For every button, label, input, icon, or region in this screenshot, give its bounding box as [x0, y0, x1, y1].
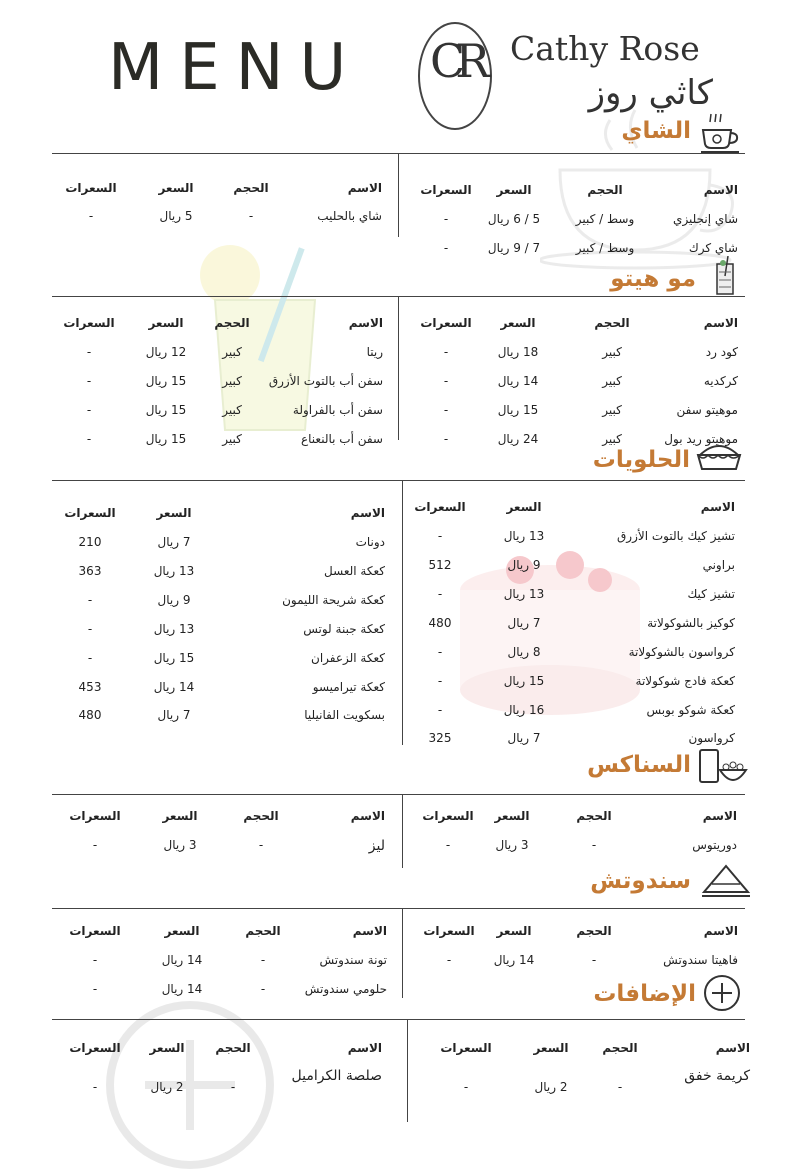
- menu-item-calories: -: [437, 587, 443, 601]
- menu-item-name: كرواسون: [688, 731, 735, 745]
- column-header-price: السعر: [148, 316, 184, 330]
- menu-item-price: 7 / 9 ريال: [487, 241, 541, 255]
- menu-item-price: 5 / 6 ريال: [487, 212, 541, 226]
- menu-item-calories: -: [92, 953, 98, 967]
- column-divider-sandwich: [402, 908, 403, 998]
- column-header-name: الاسم: [700, 500, 735, 514]
- menu-item-calories: -: [92, 838, 98, 852]
- column-header-calories: السعرات: [69, 1041, 121, 1055]
- menu-item-size: -: [260, 953, 266, 967]
- section-title-sandwich: سندوتش: [590, 868, 691, 894]
- menu-item-size: -: [617, 1080, 623, 1094]
- menu-item-calories: -: [86, 403, 92, 417]
- section-title-tea: الشاي: [621, 118, 691, 144]
- section-title-snacks: السناكس: [587, 752, 691, 778]
- column-header-price: السعر: [494, 809, 530, 823]
- menu-item-price: 14 ريال: [161, 953, 203, 967]
- menu-item-name: كعكة العسل: [324, 564, 385, 578]
- column-header-price: السعر: [533, 1041, 569, 1055]
- menu-item-name: بسكويت الفانيليا: [304, 708, 385, 722]
- column-header-name: الاسم: [352, 924, 387, 938]
- menu-item-calories: 480: [78, 708, 102, 722]
- menu-item-calories: 453: [78, 680, 102, 694]
- teacup-icon: [699, 110, 741, 154]
- section-rule-addons: [52, 1019, 745, 1020]
- column-header-calories: السعرات: [440, 1041, 492, 1055]
- menu-item-price: 13 ريال: [503, 529, 545, 543]
- column-header-price: السعر: [500, 316, 536, 330]
- menu-item-name: كركديه: [703, 374, 738, 388]
- menu-item-size: كبير: [222, 345, 242, 359]
- menu-item-name: تونة سندوتش: [319, 953, 387, 967]
- menu-item-price: 16 ريال: [503, 703, 545, 717]
- menu-item-calories: -: [87, 622, 93, 636]
- menu-item-calories: -: [463, 1080, 469, 1094]
- column-header-name: الاسم: [347, 181, 382, 195]
- menu-item-size: -: [591, 953, 597, 967]
- section-title-mojito: مو هيتو: [610, 266, 696, 292]
- column-header-calories: السعرات: [69, 924, 121, 938]
- menu-item-price: 2 ريال: [150, 1080, 184, 1094]
- column-header-name: الاسم: [350, 809, 385, 823]
- menu-item-size: -: [260, 982, 266, 996]
- column-divider-mojito: [398, 296, 399, 440]
- menu-item-size: كبير: [222, 432, 242, 446]
- menu-item-price: 14 ريال: [493, 953, 535, 967]
- menu-item-calories: -: [87, 651, 93, 665]
- menu-item-size: كبير: [602, 374, 622, 388]
- column-header-calories: السعرات: [420, 183, 472, 197]
- menu-item-price: 7 ريال: [157, 535, 191, 549]
- column-header-size: الحجم: [576, 809, 612, 823]
- brand-name-arabic: كاثي روز: [588, 73, 713, 113]
- menu-item-calories: -: [443, 345, 449, 359]
- logo-monogram: CR: [430, 34, 480, 88]
- menu-item-size: وسط / كبير: [575, 241, 635, 255]
- menu-item-calories: -: [437, 703, 443, 717]
- column-header-name: الاسم: [703, 316, 738, 330]
- menu-item-price: 15 ريال: [497, 403, 539, 417]
- menu-item-price: 3 ريال: [163, 838, 197, 852]
- menu-item-name: كود رد: [705, 345, 738, 359]
- menu-item-price: 13 ريال: [153, 622, 195, 636]
- column-header-calories: السعرات: [420, 316, 472, 330]
- menu-item-name: موهيتو ريد بول: [664, 432, 738, 446]
- column-header-name: الاسم: [347, 1041, 382, 1055]
- column-header-name: الاسم: [703, 924, 738, 938]
- menu-item-name: كريمة خفق: [684, 1068, 750, 1084]
- menu-item-name: سفن أب بالنعناع: [300, 432, 383, 446]
- menu-item-calories: -: [443, 403, 449, 417]
- menu-item-name: صلصة الكراميل: [291, 1068, 382, 1084]
- menu-item-calories: -: [87, 593, 93, 607]
- section-title-desserts: الحلويات: [592, 447, 690, 473]
- menu-item-price: 15 ريال: [145, 374, 187, 388]
- menu-item-size: كبير: [602, 345, 622, 359]
- menu-item-size: -: [230, 1080, 236, 1094]
- column-header-calories: السعرات: [65, 181, 117, 195]
- menu-item-size: كبير: [222, 374, 242, 388]
- menu-item-size: وسط / كبير: [575, 212, 635, 226]
- column-divider-addons: [407, 1019, 408, 1122]
- menu-item-calories: -: [443, 241, 449, 255]
- column-header-name: الاسم: [703, 183, 738, 197]
- menu-item-name: سفن أب بالفراولة: [292, 403, 383, 417]
- column-header-size: الحجم: [243, 809, 279, 823]
- menu-item-calories: -: [86, 374, 92, 388]
- menu-item-calories: -: [88, 209, 94, 223]
- menu-item-name: كعكة فادج شوكولاتة: [635, 674, 735, 688]
- column-header-price: السعر: [164, 924, 200, 938]
- menu-item-name: كعكة تيراميسو: [312, 680, 385, 694]
- menu-item-name: ليز: [368, 838, 385, 854]
- section-rule-desserts: [52, 480, 745, 481]
- column-header-size: الحجم: [215, 1041, 251, 1055]
- menu-item-calories: -: [446, 953, 452, 967]
- menu-item-size: كبير: [602, 432, 622, 446]
- menu-title: MENU: [108, 31, 363, 105]
- menu-item-name: شاي بالحليب: [317, 209, 382, 223]
- column-header-calories: السعرات: [422, 809, 474, 823]
- column-header-name: الاسم: [350, 506, 385, 520]
- menu-item-calories: -: [437, 645, 443, 659]
- column-header-price: السعر: [149, 1041, 185, 1055]
- menu-item-calories: -: [92, 1080, 98, 1094]
- menu-item-calories: 363: [78, 564, 102, 578]
- section-title-addons: الإضافات: [593, 981, 696, 1007]
- column-header-price: السعر: [162, 809, 198, 823]
- menu-item-price: 18 ريال: [497, 345, 539, 359]
- menu-item-name: موهيتو سفن: [676, 403, 738, 417]
- menu-item-price: 7 ريال: [507, 731, 541, 745]
- menu-item-name: ريتا: [366, 345, 383, 359]
- column-header-size: الحجم: [594, 316, 630, 330]
- menu-item-price: 9 ريال: [507, 558, 541, 572]
- column-header-price: السعر: [506, 500, 542, 514]
- menu-item-price: 9 ريال: [157, 593, 191, 607]
- menu-item-price: 15 ريال: [153, 651, 195, 665]
- section-rule-snacks: [52, 794, 745, 795]
- section-rule-sandwich: [52, 908, 745, 909]
- column-header-size: الحجم: [576, 924, 612, 938]
- menu-item-calories: -: [443, 212, 449, 226]
- menu-item-name: سفن أب بالتوت الأزرق: [268, 374, 383, 388]
- column-header-name: الاسم: [348, 316, 383, 330]
- menu-item-calories: 480: [428, 616, 452, 630]
- column-header-size: الحجم: [245, 924, 281, 938]
- menu-item-name: دونات: [355, 535, 385, 549]
- menu-item-name: فاهيتا سندوتش: [663, 953, 738, 967]
- menu-item-size: كبير: [222, 403, 242, 417]
- menu-item-calories: 512: [428, 558, 452, 572]
- menu-item-price: 15 ريال: [503, 674, 545, 688]
- menu-item-price: 15 ريال: [145, 432, 187, 446]
- menu-item-calories: -: [443, 432, 449, 446]
- column-header-size: الحجم: [214, 316, 250, 330]
- column-header-name: الاسم: [715, 1041, 750, 1055]
- menu-item-name: دوريتوس: [692, 838, 737, 852]
- menu-item-price: 13 ريال: [153, 564, 195, 578]
- column-header-calories: السعرات: [63, 316, 115, 330]
- menu-item-name: حلومي سندوتش: [304, 982, 387, 996]
- column-header-calories: السعرات: [64, 506, 116, 520]
- column-divider-tea: [398, 153, 399, 237]
- menu-item-price: 2 ريال: [534, 1080, 568, 1094]
- menu-item-name: كعكة الزعفران: [311, 651, 385, 665]
- column-header-price: السعر: [156, 506, 192, 520]
- menu-item-calories: 325: [428, 731, 452, 745]
- column-header-size: الحجم: [233, 181, 269, 195]
- column-header-name: الاسم: [702, 809, 737, 823]
- menu-item-calories: -: [92, 982, 98, 996]
- menu-item-name: شاي إنجليزي: [673, 212, 738, 226]
- column-header-calories: السعرات: [69, 809, 121, 823]
- menu-item-price: 8 ريال: [507, 645, 541, 659]
- column-header-price: السعر: [158, 181, 194, 195]
- menu-item-name: تشيز كيك: [687, 587, 735, 601]
- menu-item-price: 14 ريال: [153, 680, 195, 694]
- menu-item-size: كبير: [602, 403, 622, 417]
- menu-item-size: -: [248, 209, 254, 223]
- snack-bowl-icon: [696, 746, 748, 790]
- menu-item-calories: -: [86, 432, 92, 446]
- menu-item-name: كوكيز بالشوكولاتة: [647, 616, 735, 630]
- brand-name-english: Cathy Rose: [510, 29, 700, 68]
- menu-item-calories: -: [445, 838, 451, 852]
- menu-item-name: كعكة شوكو بوبس: [646, 703, 735, 717]
- menu-item-price: 24 ريال: [497, 432, 539, 446]
- mojito-glass-icon: [714, 256, 736, 296]
- menu-item-calories: -: [443, 374, 449, 388]
- menu-item-price: 7 ريال: [157, 708, 191, 722]
- menu-item-size: -: [258, 838, 264, 852]
- column-header-price: السعر: [496, 924, 532, 938]
- column-divider-snacks: [402, 794, 403, 868]
- menu-item-size: -: [591, 838, 597, 852]
- menu-item-name: تشيز كيك بالتوت الأزرق: [616, 529, 735, 543]
- menu-item-calories: 210: [78, 535, 102, 549]
- menu-item-name: شاي كرك: [688, 241, 738, 255]
- menu-item-name: براوني: [702, 558, 735, 572]
- menu-item-price: 14 ريال: [497, 374, 539, 388]
- pie-icon: [696, 441, 742, 475]
- menu-item-price: 14 ريال: [161, 982, 203, 996]
- menu-item-calories: -: [437, 674, 443, 688]
- menu-item-price: 12 ريال: [145, 345, 187, 359]
- menu-item-price: 7 ريال: [507, 616, 541, 630]
- menu-item-name: كعكة جبنة لوتس: [303, 622, 385, 636]
- column-header-size: الحجم: [602, 1041, 638, 1055]
- column-header-price: السعر: [496, 183, 532, 197]
- menu-item-price: 13 ريال: [503, 587, 545, 601]
- column-header-calories: السعرات: [423, 924, 475, 938]
- menu-item-name: كعكة شريحة الليمون: [282, 593, 385, 607]
- menu-item-price: 5 ريال: [159, 209, 193, 223]
- sandwich-icon: [700, 862, 752, 902]
- plus-circle-icon: [702, 973, 742, 1013]
- menu-item-name: كرواسون بالشوكولاتة: [628, 645, 735, 659]
- menu-item-calories: -: [86, 345, 92, 359]
- column-header-calories: السعرات: [414, 500, 466, 514]
- column-header-size: الحجم: [587, 183, 623, 197]
- menu-item-price: 15 ريال: [145, 403, 187, 417]
- menu-item-calories: -: [437, 529, 443, 543]
- menu-item-price: 3 ريال: [495, 838, 529, 852]
